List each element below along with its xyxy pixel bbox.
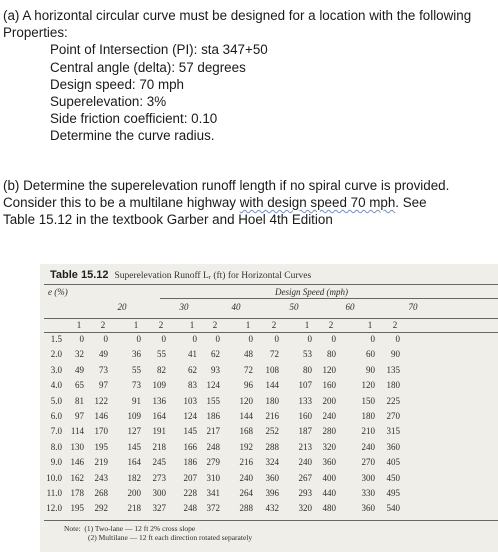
note-line: (2) Multilane — 12 ft each direction rotated separately: [88, 533, 253, 542]
table-cell: 81: [75, 395, 84, 406]
table-cell: 0: [395, 334, 400, 344]
table-cell: 62: [211, 349, 220, 360]
table-cell: 450: [386, 472, 400, 483]
table-cell: 164: [152, 411, 166, 421]
table-cell: 0: [161, 334, 166, 344]
lane-header-cell: 2: [158, 320, 164, 330]
table-cell: 248: [206, 441, 220, 452]
table-cell: 279: [206, 457, 220, 468]
table-cell: 109: [127, 411, 141, 421]
table-cell: 360: [322, 457, 336, 468]
table-cell: 0: [136, 334, 141, 344]
table-cell: 218: [127, 503, 141, 514]
speed-header-cell: 20: [117, 302, 127, 312]
table-cell: 182: [127, 472, 141, 483]
lane-rule: [44, 332, 498, 333]
table-cell: 166: [183, 441, 197, 452]
table-cell: 96: [244, 380, 253, 391]
note-line: (1) Two-lane — 12 ft 2% cross slope: [84, 524, 196, 533]
speed-header-rule: [160, 298, 498, 299]
part-b-line: (b) Determine the superelevation runoff length if no spiral curve is provided.: [3, 178, 450, 193]
table-cell: 330: [361, 488, 375, 498]
part-b-text: . See: [395, 195, 427, 211]
table-cell: 252: [265, 426, 279, 437]
table-cell: 90: [366, 364, 375, 375]
table-cell: 144: [239, 411, 253, 421]
table-cell: 320: [298, 503, 312, 514]
table-cell: 495: [386, 488, 400, 498]
table-cell: 186: [206, 411, 220, 421]
e-value-cell: 11.0: [46, 488, 62, 498]
lane-header-cell: 2: [392, 320, 398, 330]
table-cell: 65: [75, 380, 84, 391]
table-cell: 72: [244, 364, 253, 375]
property-item: Side friction coefficient: 0.10: [50, 111, 218, 127]
table-cell: 213: [298, 441, 312, 452]
table-cell: 180: [386, 380, 400, 391]
e-value-cell: 8.0: [50, 441, 62, 452]
table-cell: 160: [298, 411, 312, 421]
table-cell: 178: [70, 488, 84, 498]
table-cell: 80: [327, 349, 336, 360]
table-cell: 60: [366, 349, 375, 360]
speed-header-cell: 30: [179, 302, 189, 312]
table-cell: 315: [386, 426, 400, 437]
runoff-table-image: [40, 264, 498, 552]
table-cell: 288: [265, 441, 279, 452]
table-cell: 72: [270, 349, 279, 360]
part-b-line: Table 15.12 in the textbook Garber and Hoel 4th Edition: [3, 212, 333, 228]
table-caption: Superelevation Runoff Lᵣ (ft) for Horizontal Curves: [114, 271, 312, 281]
table-cell: 300: [361, 472, 375, 483]
table-cell: 0: [370, 334, 375, 344]
table-cell: 180: [265, 395, 279, 406]
table-cell: 186: [183, 457, 197, 468]
table-cell: 0: [307, 334, 312, 344]
table-cell: 293: [298, 488, 312, 498]
table-cell: 124: [206, 380, 220, 391]
note-label: Note:: [64, 524, 81, 533]
property-item: Point of Intersection (PI): sta 347+50: [50, 42, 268, 58]
table-cell: 440: [322, 488, 336, 498]
e-value-cell: 10.0: [46, 472, 62, 483]
table-cell: 136: [152, 395, 166, 406]
table-cell: 124: [183, 411, 197, 421]
table-cell: 0: [215, 334, 220, 344]
table-cell: 268: [94, 488, 108, 498]
table-cell: 80: [303, 364, 312, 375]
table-cell: 300: [152, 488, 166, 498]
speed-header-cell: 50: [289, 302, 299, 312]
table-cell: 73: [132, 380, 141, 391]
table-cell: 267: [298, 472, 312, 483]
table-cell: 49: [75, 364, 84, 375]
table-cell: 191: [152, 426, 166, 437]
part-b-text: Consider this to be a multilane highway: [3, 195, 240, 211]
table-cell: 168: [239, 426, 253, 437]
table-cell: 216: [265, 411, 279, 421]
table-cell: 107: [298, 380, 312, 391]
table-cell: 207: [183, 472, 197, 483]
table-cell: 200: [322, 395, 336, 406]
table-cell: 114: [70, 426, 84, 437]
speed-rule: [44, 318, 498, 319]
e-value-cell: 1.5: [50, 334, 62, 344]
table-cell: 160: [322, 380, 336, 391]
table-cell: 327: [152, 503, 166, 514]
table-cell: 127: [127, 426, 141, 437]
table-cell: 360: [265, 472, 279, 483]
table-cell: 270: [361, 457, 375, 468]
lane-header-cell: 1: [76, 320, 82, 330]
table-cell: 195: [94, 441, 108, 452]
part-a-line: Properties:: [3, 25, 68, 41]
e-value-cell: 6.0: [50, 411, 62, 421]
lane-header-cell: 1: [133, 320, 139, 330]
property-item: Central angle (delta): 57 degrees: [50, 59, 246, 75]
table-cell: 480: [322, 503, 336, 514]
table-cell: 146: [70, 457, 84, 468]
e-value-cell: 2.0: [50, 349, 62, 360]
table-cell: 62: [188, 364, 197, 375]
table-cell: 396: [265, 488, 279, 498]
table-cell: 0: [331, 334, 336, 344]
table-cell: 200: [127, 488, 141, 498]
table-rule-bottom: [44, 520, 498, 521]
property-item: Determine the curve radius.: [50, 128, 215, 144]
lane-header-cell: 2: [100, 320, 106, 330]
table-cell: 210: [361, 426, 375, 437]
lane-header-cell: 1: [245, 320, 251, 330]
table-cell: 225: [386, 395, 400, 406]
table-cell: 83: [188, 380, 197, 391]
table-cell: 144: [265, 380, 279, 391]
property-item: Superelevation: 3%: [50, 93, 167, 109]
table-cell: 245: [152, 457, 166, 468]
lane-header-cell: 1: [304, 320, 310, 330]
table-cell: 82: [157, 364, 166, 375]
table-cell: 146: [94, 411, 108, 421]
table-cell: 180: [361, 411, 375, 421]
table-label: Table 15.12: [50, 269, 109, 281]
table-cell: 310: [206, 472, 220, 483]
table-cell: 55: [132, 364, 141, 375]
table-cell: 145: [183, 426, 197, 437]
lane-header-cell: 2: [212, 320, 218, 330]
table-cell: 90: [391, 349, 400, 360]
table-cell: 41: [188, 349, 197, 360]
table-cell: 240: [298, 457, 312, 468]
table-cell: 270: [386, 411, 400, 421]
table-cell: 164: [127, 457, 141, 468]
table-cell: 130: [70, 441, 84, 452]
table-cell: 360: [386, 441, 400, 452]
table-cell: 0: [248, 334, 253, 344]
table-cell: 243: [94, 472, 108, 483]
table-cell: 0: [79, 334, 84, 344]
table-cell: 187: [298, 426, 312, 437]
lane-header-cell: 2: [271, 320, 277, 330]
speed-header-cell: 40: [231, 302, 241, 312]
table-cell: 93: [211, 364, 220, 375]
table-cell: 53: [303, 349, 312, 360]
table-cell: 135: [386, 364, 400, 375]
table-cell: 32: [75, 349, 84, 360]
table-cell: 240: [239, 472, 253, 483]
e-value-cell: 9.0: [50, 457, 62, 468]
table-cell: 108: [265, 364, 279, 375]
table-cell: 120: [361, 380, 375, 391]
table-cell: 150: [361, 395, 375, 406]
part-b-line: [3, 194, 449, 211]
table-cell: 273: [152, 472, 166, 483]
property-item: Design speed: 70 mph: [50, 76, 184, 92]
table-cell: 49: [99, 349, 108, 360]
table-cell: 195: [70, 503, 84, 514]
table-cell: 216: [239, 457, 253, 468]
table-cell: 228: [183, 488, 197, 498]
table-cell: 400: [322, 472, 336, 483]
question-part-a: [3, 7, 471, 145]
e-value-cell: 4.0: [50, 380, 62, 391]
table-cell: 192: [239, 441, 253, 452]
table-cell: 372: [206, 503, 220, 514]
table-cell: 145: [127, 441, 141, 452]
table-cell: 0: [103, 334, 108, 344]
table-cell: 218: [152, 441, 166, 452]
table-cell: 170: [94, 426, 108, 437]
speed-header-cell: 70: [408, 302, 418, 312]
table-cell: 240: [322, 411, 336, 421]
e-value-cell: 3.0: [50, 364, 62, 375]
table-cell: 248: [183, 503, 197, 514]
table-cell: 162: [70, 472, 84, 483]
table-cell: 103: [183, 395, 197, 406]
e-value-cell: 7.0: [50, 426, 62, 437]
table-title: [50, 269, 311, 281]
speed-header: Design Speed (mph): [275, 287, 348, 297]
table-cell: 120: [239, 395, 253, 406]
table-cell: 288: [239, 503, 253, 514]
e-header: e (%): [48, 287, 68, 297]
table-cell: 280: [322, 426, 336, 437]
table-cell: 97: [75, 411, 84, 421]
table-cell: 320: [322, 441, 336, 452]
table-cell: 36: [132, 349, 141, 360]
part-a-line: (a) A horizontal circular curve must be designed for a location with the following: [3, 8, 472, 23]
table-cell: 122: [94, 395, 108, 406]
table-cell: 109: [152, 380, 166, 391]
table-cell: 0: [192, 334, 197, 344]
table-cell: 133: [298, 395, 312, 406]
table-cell: 219: [94, 457, 108, 468]
table-cell: 55: [157, 349, 166, 360]
table-cell: 341: [206, 488, 220, 498]
speed-header-cell: 60: [345, 302, 355, 312]
table-cell: 48: [244, 349, 253, 360]
spellcheck-underlined-text: with design speed 70 mph: [239, 195, 396, 211]
lane-header-cell: 1: [189, 320, 195, 330]
question-part-b: [3, 177, 449, 229]
table-cell: 91: [132, 395, 141, 406]
table-cell: 73: [99, 364, 108, 375]
table-cell: 217: [206, 426, 220, 437]
table-cell: 240: [361, 441, 375, 452]
table-cell: 97: [99, 380, 108, 391]
e-value-cell: 5.0: [50, 395, 62, 406]
table-cell: 264: [239, 488, 253, 498]
e-value-cell: 12.0: [46, 503, 62, 514]
table-cell: 360: [361, 503, 375, 514]
table-cell: 540: [386, 503, 400, 514]
table-note: [64, 524, 195, 533]
lane-header-cell: 2: [328, 320, 334, 330]
table-cell: 432: [265, 503, 279, 514]
table-cell: 405: [386, 457, 400, 468]
lane-header-cell: 1: [367, 320, 373, 330]
table-cell: 292: [94, 503, 108, 514]
table-cell: 155: [206, 395, 220, 406]
table-rule-top: [44, 284, 498, 285]
table-cell: 120: [322, 364, 336, 375]
table-cell: 324: [265, 457, 279, 468]
table-cell: 0: [274, 334, 279, 344]
